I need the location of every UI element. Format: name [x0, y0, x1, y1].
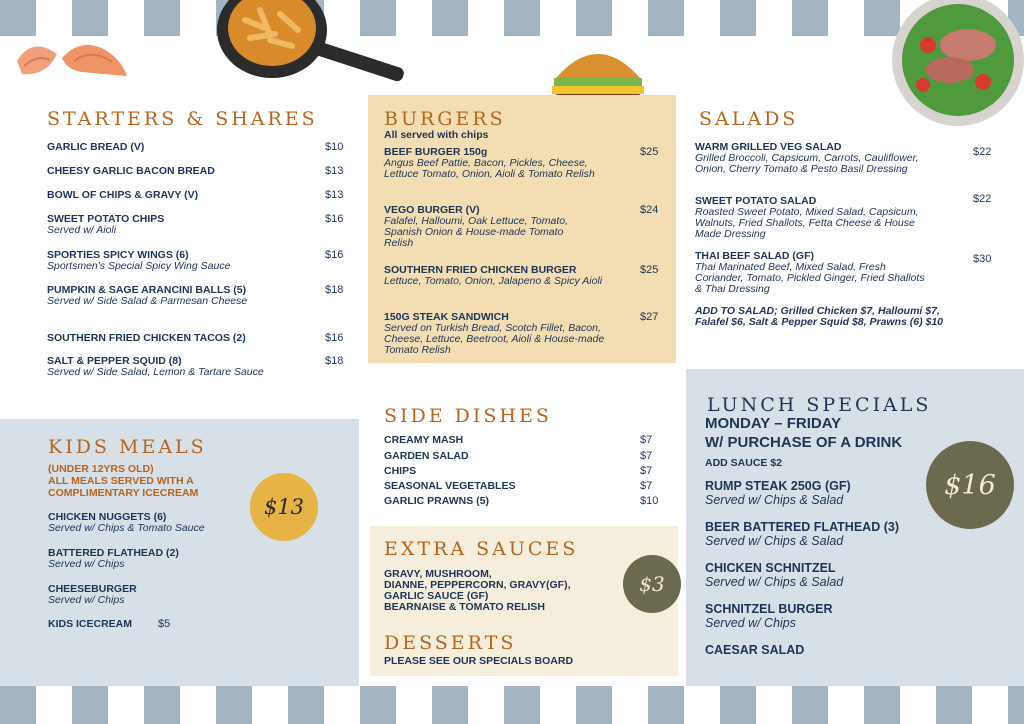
- item-description: Lettuce, Tomato, Onion, Jalapeno & Spicy Aioli: [384, 275, 603, 287]
- menu-item: [384, 450, 469, 462]
- sauces-heading: EXTRA SAUCES: [384, 538, 579, 560]
- menu-item: [384, 311, 614, 356]
- item-name: KIDS ICECREAM: [48, 618, 133, 630]
- item-name: CHEESEBURGER: [48, 583, 137, 595]
- item-description: Served w/ Chips & Salad: [705, 493, 844, 507]
- item-name: BOWL OF CHIPS & GRAVY (V): [47, 189, 199, 201]
- item-price: $27: [640, 311, 659, 323]
- item-description: Angus Beef Pattie, Bacon, Pickles, Cheese, Lettuce Tomato, Onion, Aioli & Tomato Relish: [384, 157, 595, 180]
- item-name: SOUTHERN FRIED CHICKEN BURGER: [384, 264, 577, 276]
- menu-item: [47, 332, 246, 344]
- menu-item: [695, 141, 935, 175]
- kids-note-line: (UNDER 12YRS OLD): [48, 463, 154, 475]
- item-name: CAESAR SALAD: [705, 643, 805, 657]
- sauces-price-badge: $3: [623, 555, 681, 613]
- item-name: WARM GRILLED VEG SALAD: [695, 141, 842, 153]
- salads-heading: SALADS: [699, 108, 799, 130]
- item-price: $22: [973, 146, 992, 158]
- item-name: GARLIC BREAD (V): [47, 141, 145, 153]
- item-price: $16: [325, 249, 344, 261]
- menu-item: [384, 204, 594, 249]
- burgers-section: [368, 95, 676, 363]
- kids-note-line: ALL MEALS SERVED WITH A: [48, 475, 194, 487]
- item-name: CHEESY GARLIC BACON BREAD: [47, 165, 215, 177]
- menu-item: [705, 520, 899, 548]
- salad-addon-note: ADD TO SALAD; Grilled Chicken $7, Halloumi $7, Falafel $6, Salt & Pepper Squid $8, Prawns (6) $10: [695, 305, 944, 328]
- menu-item: [695, 250, 925, 295]
- menu-item: [705, 602, 833, 630]
- item-price: $24: [640, 204, 659, 216]
- item-description: Falafel, Halloumi, Oak Lettuce, Tomato, Spanish Onion & House-made Tomato Relish: [384, 215, 569, 249]
- item-description: Thai Marinated Beef, Mixed Salad, Fresh Coriander, Tomato, Pickled Ginger, Fried Shallots & Thai Dressing: [695, 261, 925, 295]
- item-description: Served w/ Chips & Tomato Sauce: [48, 522, 205, 534]
- item-name: VEGO BURGER (V): [384, 204, 480, 216]
- sauces-line: BEARNAISE & TOMATO RELISH: [384, 601, 546, 613]
- item-description: Served on Turkish Bread, Scotch Fillet, Bacon, Cheese, Lettuce, Beetroot, Aioli & House-made Tomato Relish: [384, 322, 605, 356]
- menu-item: [47, 284, 272, 307]
- sauces-list: [384, 569, 571, 613]
- item-price: $18: [325, 355, 344, 367]
- menu-item: [705, 643, 804, 657]
- menu-item: [48, 583, 137, 606]
- menu-item: [384, 465, 416, 477]
- desserts-note: PLEASE SEE OUR SPECIALS BOARD: [384, 655, 574, 667]
- menu-item: [48, 511, 205, 534]
- item-name: 150G STEAK SANDWICH: [384, 311, 509, 323]
- item-description: Served w/ Side Salad, Lemon & Tartare Sauce: [47, 366, 264, 378]
- chips-pan-illustration: [210, 0, 410, 82]
- menu-item: [384, 264, 624, 287]
- top-stripe-border: [0, 0, 1024, 36]
- item-name: SWEET POTATO CHIPS: [47, 213, 165, 225]
- kids-price-badge: $13: [250, 473, 318, 541]
- item-name: CHICKEN NUGGETS (6): [48, 511, 167, 523]
- sauces-line: GARLIC SAUCE (GF): [384, 590, 489, 602]
- lunch-days: MONDAY – FRIDAY: [705, 415, 842, 432]
- kids-note: [48, 463, 198, 499]
- menu-item: [48, 547, 179, 570]
- sides-section: [384, 405, 664, 515]
- menu-item: [48, 618, 132, 630]
- sides-heading: SIDE DISHES: [384, 405, 552, 427]
- item-description: Served w/ Side Salad & Parmesan Cheese: [47, 295, 248, 307]
- item-name: SALT & PEPPER SQUID (8): [47, 355, 182, 367]
- lunch-specials-section: [686, 369, 1024, 686]
- item-price: $30: [973, 253, 992, 265]
- kids-section: [0, 419, 359, 686]
- item-name: CHICKEN SCHNITZEL: [705, 561, 836, 575]
- item-description: Served w/ Chips: [48, 558, 125, 570]
- starters-section: [47, 108, 347, 408]
- burgers-subtitle: All served with chips: [384, 129, 489, 141]
- bottom-stripe-border: [0, 686, 1024, 724]
- item-price: $7: [640, 434, 653, 446]
- item-description: Sportsmen's Special Spicy Wing Sauce: [47, 260, 231, 272]
- item-name: SWEET POTATO SALAD: [695, 195, 817, 207]
- burgers-heading: BURGERS: [384, 108, 506, 130]
- menu-item: [384, 495, 489, 507]
- item-price: $13: [325, 165, 344, 177]
- item-price: $25: [640, 264, 659, 276]
- menu-item: [705, 561, 843, 589]
- item-description: Served w/ Aioli: [47, 224, 117, 236]
- item-name: SOUTHERN FRIED CHICKEN TACOS (2): [47, 332, 246, 344]
- item-description: Served w/ Chips & Salad: [705, 575, 844, 589]
- item-price: $10: [325, 141, 344, 153]
- item-name: BATTERED FLATHEAD (2): [48, 547, 179, 559]
- item-description: Grilled Broccoli, Capsicum, Carrots, Cauliflower, Onion, Cherry Tomato & Pesto Basil Dressing: [695, 152, 919, 175]
- item-description: Served w/ Chips: [48, 594, 125, 606]
- item-price: $7: [640, 450, 653, 462]
- menu-item: [384, 480, 515, 492]
- item-name: SPORTIES SPICY WINGS (6): [47, 249, 189, 261]
- lunch-price-badge: $16: [926, 441, 1014, 529]
- sauces-line: DIANNE, PEPPERCORN, GRAVY(GF),: [384, 579, 571, 591]
- item-name: BEER BATTERED FLATHEAD (3): [705, 520, 899, 534]
- menu-item: [47, 141, 144, 153]
- item-name: SCHNITZEL BURGER: [705, 602, 833, 616]
- lunch-heading: LUNCH SPECIALS: [707, 394, 932, 416]
- item-name: GARLIC PRAWNS (5): [384, 495, 489, 507]
- item-name: RUMP STEAK 250G (GF): [705, 479, 851, 493]
- menu-item: [47, 249, 307, 272]
- item-price: $16: [325, 332, 344, 344]
- kids-heading: KIDS MEALS: [48, 436, 207, 458]
- item-price: $7: [640, 480, 653, 492]
- item-description: Served w/ Chips: [705, 616, 797, 630]
- menu-item: [47, 165, 215, 177]
- menu-item: [47, 189, 198, 201]
- menu-item: [705, 479, 851, 507]
- item-name: BEEF BURGER 150g: [384, 146, 488, 158]
- kids-note-line: COMPLIMENTARY ICECREAM: [48, 487, 199, 499]
- item-name: CHIPS: [384, 465, 417, 477]
- item-name: SEASONAL VEGETABLES: [384, 480, 516, 492]
- item-name: CREAMY MASH: [384, 434, 464, 446]
- starters-heading: STARTERS & SHARES: [47, 108, 318, 130]
- item-price: $18: [325, 284, 344, 296]
- sauces-line: GRAVY, MUSHROOM,: [384, 568, 492, 580]
- desserts-heading: DESSERTS: [384, 632, 517, 654]
- item-price: $7: [640, 465, 653, 477]
- lunch-add-sauce: ADD SAUCE $2: [705, 457, 783, 469]
- lunch-condition: W/ PURCHASE OF A DRINK: [705, 434, 903, 451]
- menu-item: [47, 355, 272, 378]
- item-price: $10: [640, 495, 659, 507]
- sauces-desserts-section: [370, 526, 678, 676]
- item-price: $16: [325, 213, 344, 225]
- item-price: $22: [973, 193, 992, 205]
- salads-section: [695, 108, 995, 348]
- menu-item: [47, 213, 307, 236]
- item-description: Served w/ Chips & Salad: [705, 534, 844, 548]
- item-price: $25: [640, 146, 659, 158]
- menu-item: [384, 146, 614, 180]
- item-name: GARDEN SALAD: [384, 450, 469, 462]
- item-name: THAI BEEF SALAD (GF): [695, 250, 814, 262]
- item-description: Roasted Sweet Potato, Mixed Salad, Capsicum, Walnuts, Fried Shallots, Fetta Cheese & House Made Dressing: [695, 206, 919, 240]
- item-price: $13: [325, 189, 344, 201]
- menu-item: [384, 434, 463, 446]
- prawns-illustration: [12, 36, 132, 86]
- item-price: $5: [158, 618, 171, 630]
- menu-item: [695, 195, 925, 240]
- item-name: PUMPKIN & SAGE ARANCINI BALLS (5): [47, 284, 247, 296]
